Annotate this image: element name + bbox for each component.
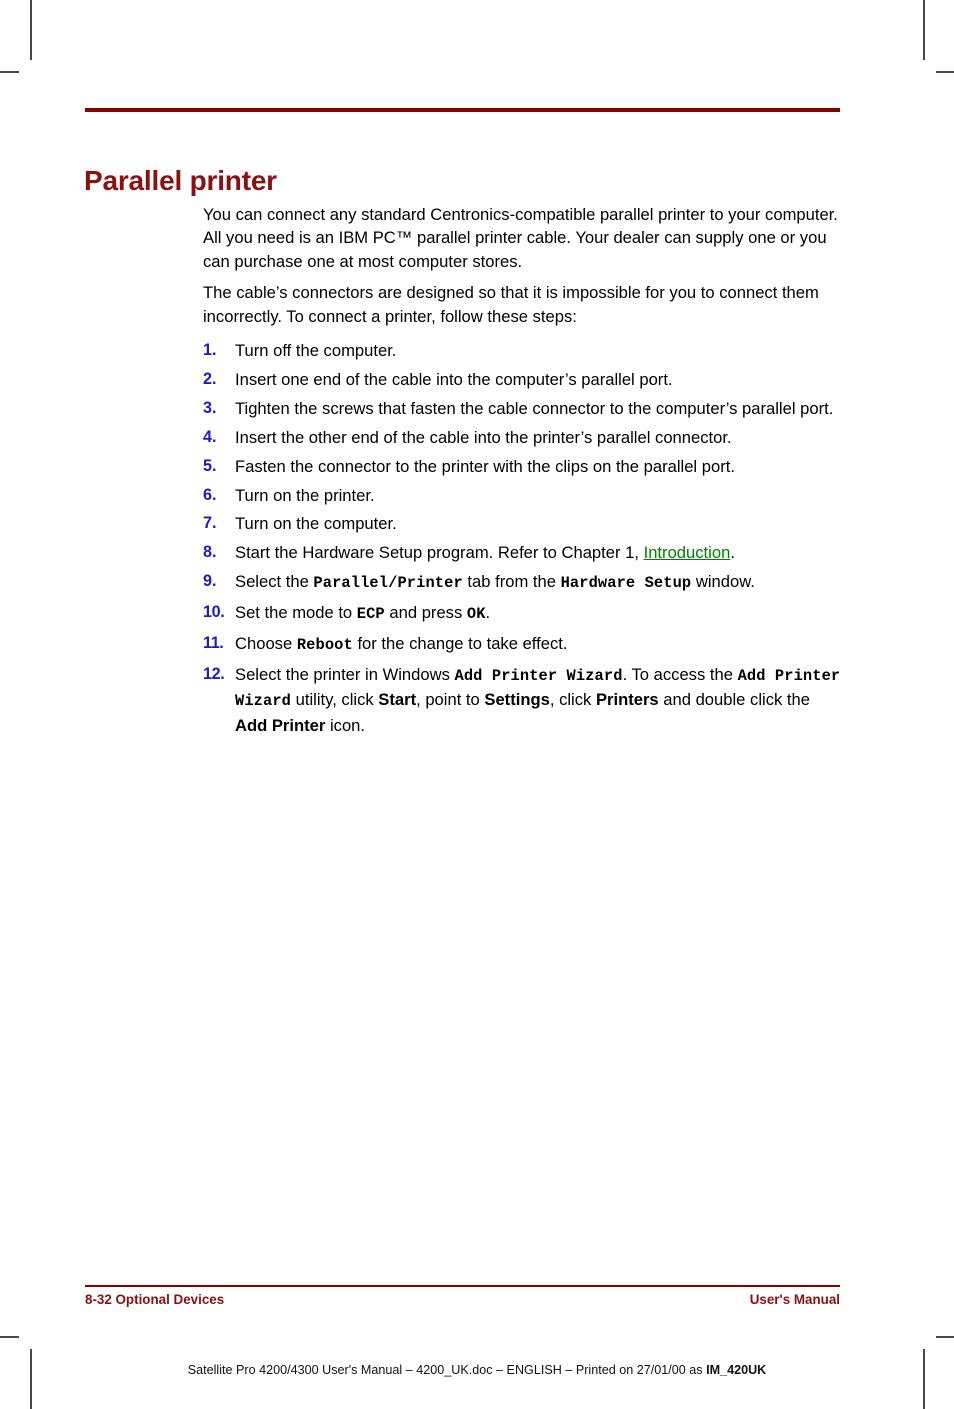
step-text: . <box>485 603 491 623</box>
step-number: 7. <box>203 514 217 533</box>
step-text: Tighten the screws that fasten the cable connector to the computer’s parallel port. <box>235 398 834 418</box>
main-content <box>203 203 843 743</box>
step-text: icon. <box>325 715 366 735</box>
step-number: 6. <box>203 485 217 504</box>
page-title: Parallel printer <box>84 164 277 196</box>
ui-label-parallel-printer-tab: Parallel/Printer <box>313 574 463 593</box>
crop-mark-bottom-right-vertical <box>923 1349 925 1409</box>
ui-label-printers-folder: Printers <box>595 690 659 710</box>
list-item <box>203 663 843 737</box>
step-text: Fasten the connector to the printer with the clips on the parallel port. <box>235 456 735 476</box>
step-text: Select the printer in Windows <box>235 665 455 684</box>
step-number: 9. <box>203 572 217 591</box>
step-number: 8. <box>203 543 217 562</box>
step-text: tab from the <box>462 572 561 592</box>
step-text: , point to <box>416 690 485 710</box>
crop-mark-bottom-right-horizontal <box>936 1336 954 1338</box>
step-number: 11. <box>203 634 224 653</box>
step-number: 12. <box>203 665 225 683</box>
list-item <box>203 632 843 657</box>
crop-mark-top-right-vertical <box>923 0 925 60</box>
ui-label-add-printer-wizard: Add Printer Wizard <box>454 667 623 685</box>
intro-paragraph-1: You can connect any standard Centronics-compatible parallel printer to your computer. All you need is an IBM PC™ parallel printer cable. Your dealer can supply one or you can purchase one at most computer stores. <box>203 205 838 271</box>
imprint-document-code: IM_420UK <box>706 1363 767 1377</box>
ui-label-reboot-option: Reboot <box>296 636 353 655</box>
imprint-text: Satellite Pro 4200/4300 User's Manual – 4200_UK.doc – ENGLISH – Printed on 27/01/00 as <box>187 1363 707 1377</box>
crop-mark-bottom-left-vertical <box>30 1349 32 1409</box>
step-number: 3. <box>203 398 217 417</box>
list-item <box>203 570 843 595</box>
header-rule <box>85 108 840 112</box>
ui-label-settings-menu: Settings <box>484 690 550 710</box>
ui-label-ok-button: OK <box>466 605 486 624</box>
print-imprint-line <box>0 1363 954 1377</box>
step-number: 5. <box>203 456 217 475</box>
step-text: and press <box>384 603 467 623</box>
step-text: Select the <box>235 572 314 592</box>
crop-mark-top-left-vertical <box>30 0 32 60</box>
ui-label-add-printer-icon: Add Printer <box>235 715 326 735</box>
step-text: window. <box>691 572 755 592</box>
ui-label-start-menu: Start <box>378 690 417 710</box>
ui-label-hardware-setup-window: Hardware Setup <box>560 574 692 593</box>
cross-reference-link-introduction[interactable]: Introduction <box>643 543 731 563</box>
step-text-tail: . <box>730 543 735 563</box>
crop-mark-bottom-left-horizontal <box>0 1336 19 1338</box>
list-item <box>203 601 843 626</box>
step-text: . To access the <box>622 665 738 684</box>
step-text: Turn on the printer. <box>235 485 375 505</box>
footer-manual-title: User's Manual <box>749 1292 840 1307</box>
ui-label-ecp-mode: ECP <box>356 605 385 624</box>
step-text: Insert the other end of the cable into the printer’s parallel connector. <box>235 427 732 447</box>
crop-mark-top-right-horizontal <box>936 71 954 73</box>
step-text: and double click the <box>658 690 810 710</box>
procedure-step-list <box>203 339 843 737</box>
step-number: 2. <box>203 369 217 388</box>
step-text: Turn on the computer. <box>235 514 397 534</box>
ui-label-add-printer-wizard-utility: Add Printer Wizard <box>235 667 841 711</box>
step-number: 1. <box>203 341 217 360</box>
crop-mark-top-left-horizontal <box>0 71 19 73</box>
step-number: 4. <box>203 427 217 446</box>
step-text: Set the mode to <box>235 603 357 623</box>
step-text: for the change to take effect. <box>352 634 568 654</box>
step-text: Turn off the computer. <box>235 341 397 361</box>
step-text: Choose <box>235 634 297 654</box>
list-item <box>203 397 843 420</box>
step-number: 10. <box>203 603 225 622</box>
list-item <box>203 426 843 449</box>
step-text: Insert one end of the cable into the computer’s parallel port. <box>235 369 673 389</box>
footer-rule <box>85 1285 840 1287</box>
step-text: , click <box>549 690 596 710</box>
list-item <box>203 455 843 478</box>
list-item <box>203 541 843 564</box>
step-text: Start the Hardware Setup program. Refer to Chapter 1, <box>235 543 644 563</box>
list-item <box>203 484 843 507</box>
list-item <box>203 368 843 391</box>
step-text: utility, click <box>291 690 379 710</box>
footer-page-number-and-chapter: 8-32 Optional Devices <box>85 1292 225 1307</box>
intro-paragraph-2: The cable’s connectors are designed so that it is impossible for you to connect them incorrectly. To connect a printer, follow these steps: <box>203 283 819 326</box>
list-item <box>203 512 843 535</box>
list-item <box>203 339 843 362</box>
